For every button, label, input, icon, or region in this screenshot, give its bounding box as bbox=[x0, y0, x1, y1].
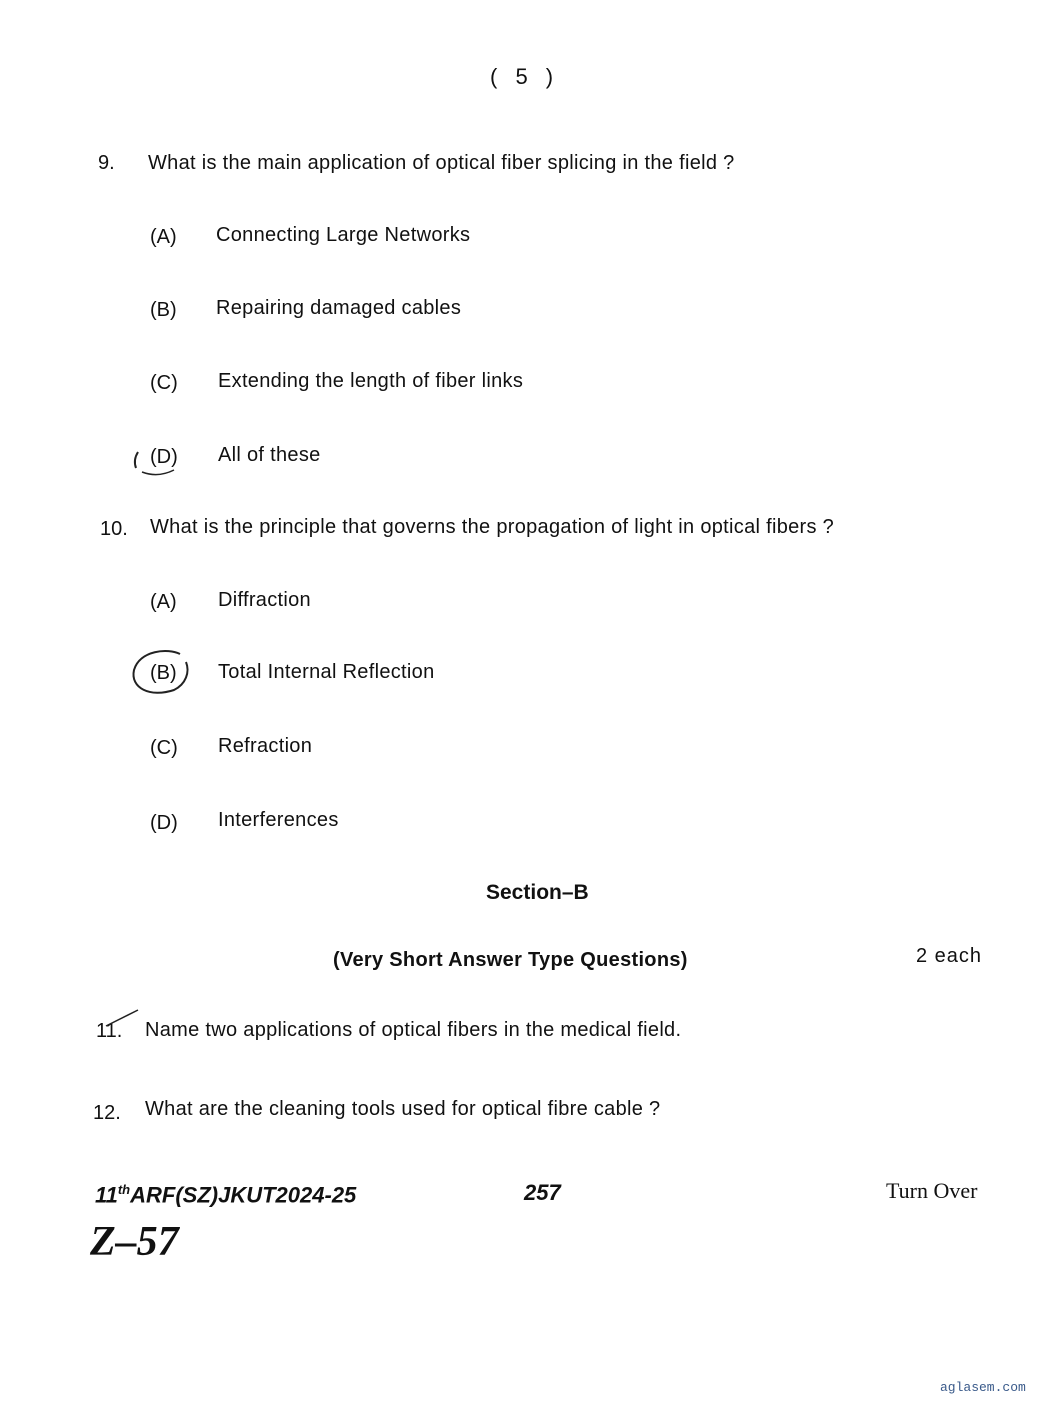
question-12-text: What are the cleaning tools used for optical fibre cable ? bbox=[145, 1098, 661, 1120]
handwritten-tick-mark bbox=[128, 444, 188, 478]
question-9-text: What is the main application of optical fiber splicing in the field ? bbox=[148, 152, 735, 174]
section-b-marks: 2 each bbox=[916, 945, 983, 967]
q10-option-a-label: (A) bbox=[150, 591, 177, 613]
q10-option-b-text: Total Internal Reflection bbox=[218, 661, 435, 683]
q9-option-c-text: Extending the length of fiber links bbox=[218, 370, 524, 392]
q10-option-c-text: Refraction bbox=[218, 735, 313, 757]
paper-code-prefix: 11 bbox=[95, 1182, 118, 1208]
q10-option-c-label: (C) bbox=[150, 737, 178, 759]
question-11-text: Name two applications of optical fibers in the medical field. bbox=[145, 1019, 682, 1041]
paper-code-sup: th bbox=[117, 1182, 131, 1197]
q9-option-b-label: (B) bbox=[150, 299, 177, 321]
q10-option-a-text: Diffraction bbox=[218, 589, 311, 611]
page-number: ( 5 ) bbox=[490, 64, 560, 89]
watermark-text: aglasem.com bbox=[940, 1380, 1026, 1395]
q9-option-d-text: All of these bbox=[218, 444, 321, 466]
q9-option-a-label: (A) bbox=[150, 226, 177, 248]
question-9-number: 9. bbox=[98, 152, 115, 174]
handwritten-slash-mark bbox=[94, 1008, 144, 1030]
q10-option-d-label: (D) bbox=[150, 812, 178, 834]
handwritten-circle-mark bbox=[128, 648, 198, 700]
paper-code-rest: ARF(SZ)JKUT2024-25 bbox=[130, 1182, 357, 1208]
question-12-number: 12. bbox=[93, 1102, 121, 1124]
question-11-number: 11. bbox=[96, 1020, 123, 1042]
q9-option-b-text: Repairing damaged cables bbox=[216, 297, 462, 319]
q9-option-a-text: Connecting Large Networks bbox=[216, 224, 471, 246]
q9-option-c-label: (C) bbox=[150, 372, 178, 394]
q10-option-d-text: Interferences bbox=[218, 809, 339, 831]
paper-code bbox=[95, 1182, 356, 1208]
section-b-subtitle: (Very Short Answer Type Questions) bbox=[333, 949, 688, 971]
paper-number: 257 bbox=[524, 1180, 561, 1205]
section-b-title: Section–B bbox=[486, 881, 589, 904]
question-10-text: What is the principle that governs the propagation of light in optical fibers ? bbox=[150, 516, 835, 538]
q10-option-b-label: (B) bbox=[150, 662, 177, 684]
question-10-number: 10. bbox=[100, 518, 128, 540]
series-code: Z–57 bbox=[90, 1219, 179, 1265]
turn-over-label: Turn Over bbox=[886, 1178, 978, 1203]
q9-option-d-label: (D) bbox=[150, 446, 178, 468]
